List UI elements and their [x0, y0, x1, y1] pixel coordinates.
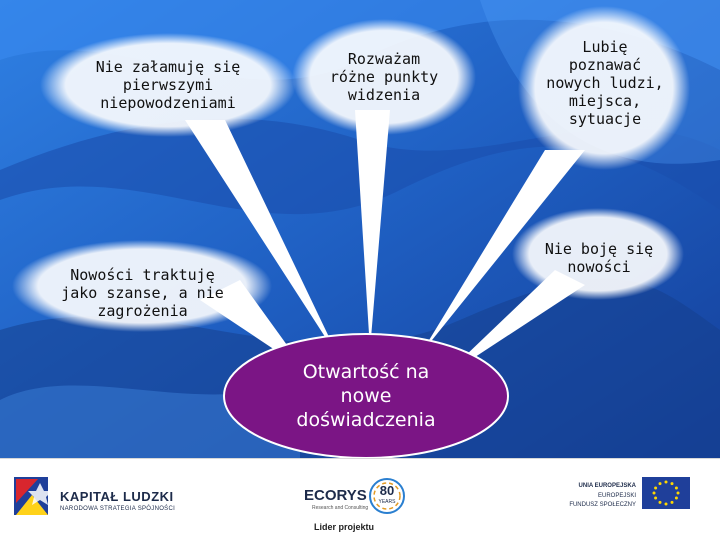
kapital-ludzki-emblem-icon	[12, 473, 54, 521]
kapital-ludzki-title: KAPITAŁ LUDZKI	[60, 489, 174, 504]
eu-line-2: EUROPEJSKI	[597, 493, 636, 499]
eu-line-1: UNIA EUROPEJSKA	[578, 483, 636, 489]
ecorys-name: ECORYS	[304, 487, 367, 504]
bubble-middle-right-text: Nie boję się nowości	[544, 240, 654, 276]
ecorys-subtitle: Research and Consulting	[312, 505, 369, 511]
bubble-middle-left-text: Nowości traktuję jako szanse, a nie zagrożenia	[61, 266, 224, 320]
leader-label: Lider projektu	[314, 522, 375, 532]
ecorys-years-label: YEARS	[378, 499, 396, 505]
eu-line-3: FUNDUSZ SPOŁECZNY	[569, 502, 636, 508]
footer-logos	[0, 458, 720, 541]
ecorys-years-number: 80	[379, 483, 395, 498]
kapital-ludzki-subtitle: NARODOWA STRATEGIA SPÓJNOŚCI	[60, 506, 176, 512]
bubble-top-left-text: Nie załamuję się pierwszymi niepowodzeniami	[95, 58, 241, 112]
bubble-top-right-text: Lubię poznawać nowych ludzi, miejsca, sytuacje	[546, 38, 664, 128]
center-label: Otwartość na nowe doświadczenia	[296, 361, 436, 431]
bubble-top-middle-text: Rozważam różne punkty widzenia	[329, 50, 439, 104]
eu-flag-icon	[642, 477, 690, 509]
